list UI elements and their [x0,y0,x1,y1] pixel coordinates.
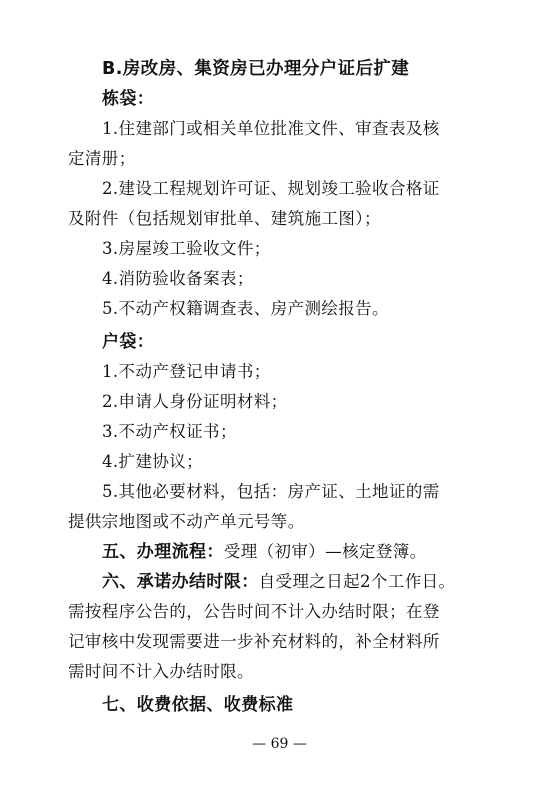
household-bag-heading: 户袋： [102,332,155,352]
building-item-1-line1: 1.住建部门或相关单位批准文件、审查表及核 [102,119,440,138]
section-5-text: 受理（初审）—核定登簿。 [223,542,427,561]
section-6-line2: 需按程序公告的，公告时间不计入办结时限；在登 [68,602,440,621]
page-number: — 69 — [252,736,307,752]
household-item-1: 1.不动产登记申请书； [102,362,271,381]
section-6-line3: 记审核中发现需要进一步补充材料的，补全材料所 [68,632,440,651]
building-item-1-line2: 定清册； [68,149,136,168]
building-item-4: 4.消防验收备案表； [102,269,254,288]
building-bag-heading: 栋袋： [102,89,155,109]
household-item-3: 3.不动产权证书； [102,422,237,441]
household-item-4: 4.扩建协议； [102,452,204,471]
section-6-label: 六、承诺办结时限： [102,572,259,592]
section-5-paragraph [68,537,508,567]
section-6-paragraph [68,567,508,597]
household-item-5-line2: 提供宗地图或不动产单元号等。 [68,512,305,531]
document-page [68,54,508,720]
household-item-2: 2.申请人身份证明材料； [102,392,288,411]
section-5-label: 五、办理流程： [102,542,224,562]
building-item-2-line1: 2.建设工程规划许可证、规划竣工验收合格证 [102,179,440,198]
section-6-line4: 需时间不计入办结时限。 [68,662,254,681]
section-6-text: 自受理之日起2个工作日。 [258,572,456,591]
building-item-3: 3.房屋竣工验收文件； [102,239,271,258]
section-7-heading: 七、收费依据、收费标准 [102,695,294,715]
building-item-2-line2: 及附件（包括规划审批单、建筑施工图）； [68,209,381,228]
household-item-5-line1: 5.其他必要材料，包括：房产证、土地证的需 [102,482,440,501]
section-b-title: B.房改房、集资房已办理分户证后扩建 [102,59,410,79]
building-item-5: 5.不动产权籍调查表、房产测绘报告。 [102,299,389,318]
